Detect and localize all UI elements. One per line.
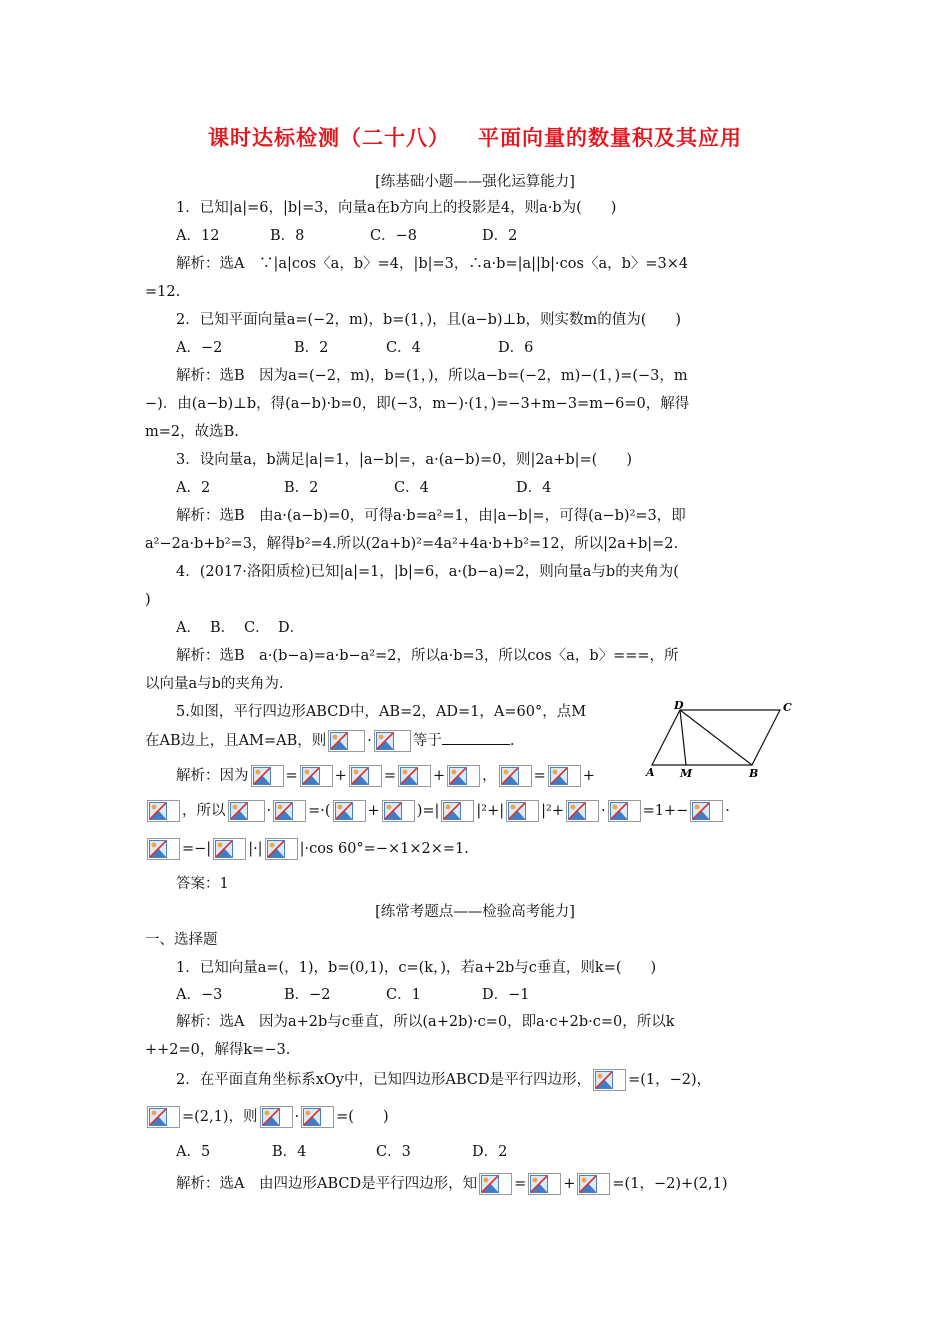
- broken-image-icon: [577, 1173, 610, 1195]
- broken-image-icon: [251, 765, 284, 787]
- q5-sol-label: 解析：因为: [176, 768, 249, 784]
- plus-sign: +: [367, 803, 380, 819]
- title-main: 课时达标检测（二十八）: [208, 126, 450, 150]
- dot-operator: ·: [725, 803, 730, 819]
- q3-solution-2: a²−2a·b+b²=3，解得b²=4.所以(2a+b)²=4a²+4a·b+b²=12，所以|2a+b|=2.: [145, 536, 679, 552]
- part-one-heading: 一、选择题: [145, 932, 218, 948]
- q2-option-b: B．2: [294, 340, 329, 356]
- q1-solution-1: 解析：选A ∵|a|cos〈a，b〉=4，|b|=3，∴a·b=|a||b|·cos〈a，b〉=3×4: [176, 256, 689, 272]
- q5-solution-3: [145, 838, 809, 860]
- q1-options: [176, 226, 810, 246]
- e1-option-c: C．1: [386, 987, 421, 1003]
- e1-solution-2: ++2=0，解得k=−3.: [145, 1042, 291, 1058]
- q4-option-b: B．: [210, 620, 236, 636]
- broken-image-icon: [349, 765, 382, 787]
- broken-image-icon: [301, 1106, 334, 1128]
- broken-image-icon: [147, 838, 180, 860]
- equals-sign: =: [533, 768, 546, 784]
- answer-blank: [442, 730, 510, 745]
- equals-sign: =: [383, 768, 396, 784]
- broken-image-icon: [382, 800, 415, 822]
- q5-sol-text: ，所以: [182, 803, 226, 819]
- plus-sign: +: [432, 768, 446, 784]
- comma: ，: [482, 768, 497, 784]
- q1-solution-2: =12.: [145, 284, 181, 300]
- q1-option-d: D．2: [482, 228, 518, 244]
- broken-image-icon: [479, 1173, 512, 1195]
- dot-operator: ·: [367, 733, 372, 749]
- e2-option-c: C．3: [376, 1144, 411, 1160]
- e2-stem-text: 2．在平面直角坐标系xOy中，已知四边形ABCD是平行四边形，: [176, 1072, 592, 1088]
- broken-image-icon: [374, 730, 411, 752]
- q2-solution-2: −)．由(a−b)⊥b，得(a−b)·b=0，即(−3，m−)·(1，)=−3+m−3=m−6=0，解得: [145, 396, 690, 412]
- broken-image-icon: [328, 730, 365, 752]
- q5-stem-period: .: [509, 733, 515, 749]
- dot-operator: ·: [266, 803, 272, 819]
- broken-image-icon: [548, 765, 581, 787]
- broken-image-icon: [608, 800, 641, 822]
- e2-sol-text: 解析：选A 由四边形ABCD是平行四边形，知: [176, 1176, 478, 1192]
- e2-option-a: A．5: [176, 1144, 211, 1160]
- q5-sol-text: =·(: [308, 803, 331, 819]
- plus-sign: +: [582, 768, 595, 784]
- q1-stem: 1．已知|a|=6，|b|=3，向量a在b方向上的投影是4，则a·b为( ): [176, 200, 617, 216]
- q5-solution-1: [176, 765, 810, 787]
- figure-label-m: M: [680, 767, 693, 780]
- dot-operator: ·: [600, 803, 606, 819]
- q3-option-d: D．4: [516, 480, 552, 496]
- broken-image-icon: [260, 1106, 293, 1128]
- e2-stem-1: [176, 1069, 810, 1091]
- broken-image-icon: [593, 1069, 626, 1091]
- dot-operator: ·: [294, 1109, 300, 1125]
- broken-image-icon: [147, 1106, 180, 1128]
- broken-image-icon: [566, 800, 599, 822]
- q5-stem-2: [145, 730, 625, 752]
- figure-label-d: D: [674, 700, 684, 712]
- e2-sol-text: =(1，−2)+(2,1): [612, 1176, 728, 1192]
- q4-solution-1: 解析：选B a·(b−a)=a·b−a²=2，所以a·b=3，所以cos〈a，b〉===，所: [176, 648, 679, 664]
- e1-option-d: D．−1: [482, 987, 530, 1003]
- q4-option-d: D．: [278, 620, 305, 636]
- q2-options: [176, 338, 810, 358]
- equals-sign: =: [285, 768, 298, 784]
- e2-solution-1: [176, 1173, 810, 1195]
- e1-solution-1: 解析：选A 因为a+2b与c垂直，所以(a+2b)·c=0，即a·c+2b·c=0，所以k: [176, 1014, 675, 1030]
- e1-options: [176, 985, 810, 1005]
- broken-image-icon: [506, 800, 539, 822]
- broken-image-icon: [228, 800, 265, 822]
- q5-stem-text: 在AB边上，且AM=AB，则: [145, 733, 327, 749]
- q2-stem: 2．已知平面向量a=(−2，m)，b=(1，)，且(a−b)⊥b，则实数m的值为( ): [176, 312, 682, 328]
- q2-option-a: A．−2: [176, 340, 223, 356]
- q4-option-c: C．: [244, 620, 270, 636]
- e1-stem: 1．已知向量a=(，1)，b=(0,1)，c=(k，)，若a+2b与c垂直，则k=( ): [176, 960, 657, 976]
- q1-option-a: A．12: [176, 228, 220, 244]
- q5-sol-text: |²+|: [476, 803, 505, 819]
- q5-answer: 答案：1: [176, 876, 229, 892]
- broken-image-icon: [528, 1173, 561, 1195]
- q3-option-b: B．2: [284, 480, 319, 496]
- q3-option-a: A．2: [176, 480, 211, 496]
- q5-sol-text: =1+−: [642, 803, 689, 819]
- broken-image-icon: [690, 800, 723, 822]
- section1-header: [练基础小题——强化运算能力]: [375, 174, 575, 190]
- broken-image-icon: [447, 765, 480, 787]
- q2-solution-3: m=2，故选B.: [145, 424, 239, 440]
- plus-sign: +: [334, 768, 347, 784]
- figure-label-b: B: [749, 767, 759, 780]
- q3-options: [176, 478, 810, 498]
- broken-image-icon: [398, 765, 431, 787]
- q4-stem-1: 4．(2017·洛阳质检)已知|a|=1，|b|=6，a·(b−a)=2，则向量a与b的夹角为(: [176, 564, 679, 580]
- title-topic: 平面向量的数量积及其应用: [478, 126, 742, 150]
- plus-sign: +: [563, 1176, 576, 1192]
- e1-option-b: B．−2: [284, 987, 331, 1003]
- q5-stem-1: 5.如图，平行四边形ABCD中，AB=2，AD=1，A=60°，点M: [176, 704, 587, 720]
- figure-label-a: A: [646, 766, 655, 779]
- q2-option-d: D．6: [498, 340, 534, 356]
- equals-sign: =: [514, 1176, 527, 1192]
- q3-solution-1: 解析：选B 由a·(a−b)=0，可得a·b=a²=1，由|a−b|=，可得(a−b)²=3，即: [176, 508, 686, 524]
- broken-image-icon: [273, 800, 306, 822]
- broken-image-icon: [333, 800, 366, 822]
- q3-stem: 3．设向量a，b满足|a|=1，|a−b|=，a·(a−b)=0，则|2a+b|=( ): [176, 452, 632, 468]
- q5-stem-equals: 等于: [412, 733, 442, 749]
- e2-option-d: D．2: [472, 1144, 508, 1160]
- broken-image-icon: [213, 838, 246, 860]
- q2-option-c: C．4: [386, 340, 421, 356]
- e2-stem-text: =( ): [336, 1109, 389, 1125]
- e2-stem-2: [145, 1106, 809, 1128]
- broken-image-icon: [441, 800, 474, 822]
- q1-option-b: B．8: [270, 228, 305, 244]
- broken-image-icon: [499, 765, 532, 787]
- q2-solution-1: 解析：选B 因为a=(−2，m)，b=(1，)，所以a−b=(−2，m)−(1，)=(−3，m: [176, 368, 688, 384]
- e2-option-b: B．4: [272, 1144, 307, 1160]
- q5-sol-text: |·|: [248, 841, 263, 857]
- section2-header: [练常考题点——检验高考能力]: [375, 904, 575, 920]
- q5-sol-text: =−|: [182, 841, 212, 857]
- e2-options: [176, 1142, 810, 1162]
- e1-option-a: A．−3: [176, 987, 223, 1003]
- q1-option-c: C．−8: [370, 228, 417, 244]
- broken-image-icon: [300, 765, 333, 787]
- e2-stem-text: =(1，−2)，: [628, 1072, 712, 1088]
- q5-sol-text: |·cos 60°=−×1×2×=1.: [299, 841, 469, 857]
- e2-stem-text: =(2,1)，则: [182, 1109, 258, 1125]
- q5-sol-text: )=|: [416, 803, 440, 819]
- broken-image-icon: [147, 800, 180, 822]
- broken-image-icon: [265, 838, 298, 860]
- q4-option-a: A．: [176, 620, 201, 636]
- q5-solution-2: [145, 800, 809, 822]
- figure-label-c: C: [783, 701, 792, 714]
- q5-sol-text: |²+: [541, 803, 564, 819]
- q3-option-c: C．4: [394, 480, 429, 496]
- page-title: [0, 122, 950, 152]
- q4-solution-2: 以向量a与b的夹角为.: [145, 676, 284, 692]
- q4-options: [176, 618, 810, 638]
- q4-stem-2: ): [145, 592, 151, 608]
